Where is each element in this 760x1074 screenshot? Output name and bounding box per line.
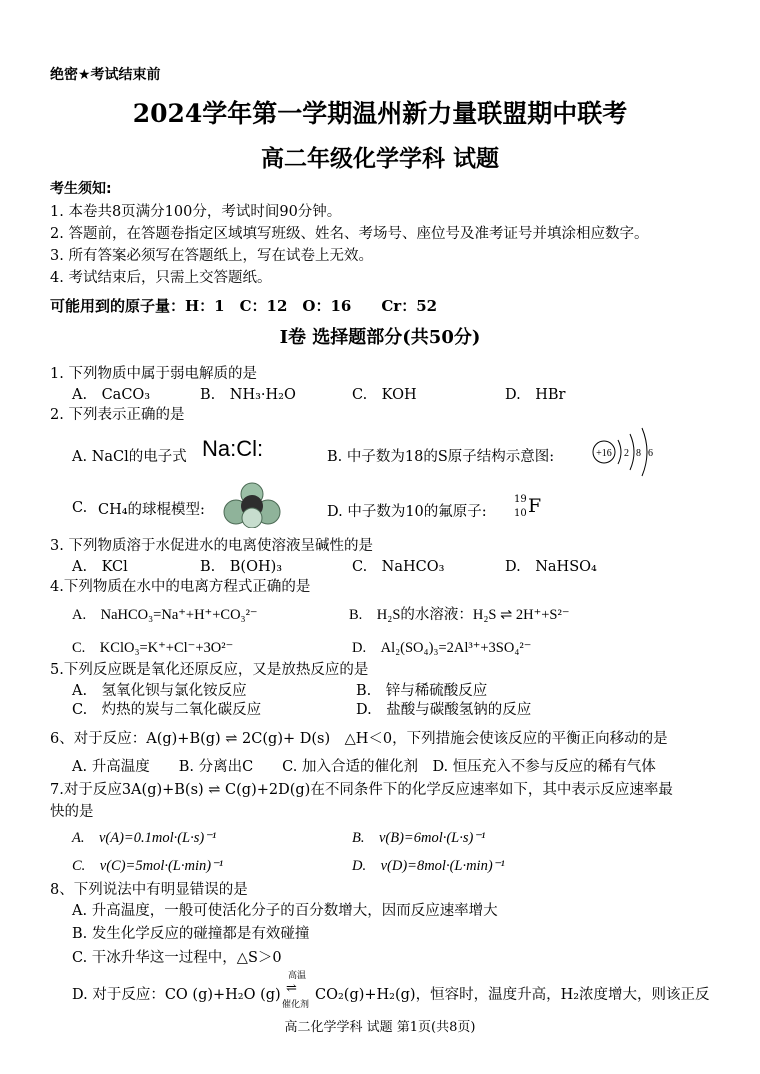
q2-option-a-label: A. NaCl的电子式 [72, 449, 187, 465]
q5-option-a: A. 氢氧化钡与氯化铵反应 [72, 683, 247, 699]
question-6-stem: 6、对于反应：A(g)+B(g) ⇌ 2C(g)+ D(s) △H＜0，下列措施会使该反应的平衡正向移动的是 [50, 731, 668, 747]
q7-option-a: A. v(A)=0.1mol·(L·s)⁻¹ [72, 830, 217, 846]
question-7-stem-line2: 快的是 [50, 804, 94, 820]
page-footer: 高二化学学科 试题 第1页(共8页) [284, 1020, 476, 1035]
q1-option-d: D. HBr [505, 387, 566, 403]
q5-option-c: C. 灼热的炭与二氧化碳反应 [72, 702, 262, 718]
notice-item: 3. 所有答案必须写在答题纸上，写在试卷上无效。 [50, 248, 373, 264]
question-4-stem: 4.下列物质在水中的电离方程式正确的是 [50, 579, 311, 595]
fluorine-atomic-number: 10 [514, 508, 527, 519]
notice-item: 1. 本卷共8页满分100分，考试时间90分钟。 [50, 204, 342, 220]
q4-option-c: C. KClO₃=K⁺+Cl⁻+3O²⁻ [72, 640, 234, 656]
q2-option-d-label: D. 中子数为10的氟原子: [327, 504, 487, 520]
methane-ball-stick-model [222, 482, 282, 532]
shell-1-count: 2 [624, 448, 629, 459]
q2-nacl-electron-formula: Na:Cl: [202, 436, 264, 461]
q4-option-b: B. H₂S的水溶液：H₂S ⇌ 2H⁺+S²⁻ [349, 607, 570, 623]
q6-options: A. 升高温度 B. 分离出C C. 加入合适的催化剂 D. 恒压充入不参与反应的稀有气体 [72, 759, 656, 775]
q7-option-d: D. v(D)=8mol·(L·min)⁻¹ [352, 858, 505, 874]
question-3-stem: 3. 下列物质溶于水促进水的电离使溶液呈碱性的是 [50, 538, 373, 554]
q8-option-d-part1: D. 对于反应：CO (g)+H₂O (g) [72, 987, 281, 1003]
shell-2-count: 8 [636, 448, 641, 459]
question-5-stem: 5.下列反应既是氧化还原反应，又是放热反应的是 [50, 662, 369, 678]
question-8-stem: 8、下列说法中有明显错误的是 [50, 882, 248, 898]
equilibrium-arrow-icon: ⇌ [286, 981, 297, 996]
reaction-condition-top: 高温 [288, 971, 307, 981]
secret-label: 绝密★考试结束前 [50, 67, 161, 83]
atomic-masses: 可能用到的原子量：H：1 C：12 O：16 Cr：52 [50, 297, 438, 315]
notice-item: 4. 考试结束后，只需上交答题纸。 [50, 270, 272, 286]
q1-option-c: C. KOH [352, 387, 417, 403]
nucleus-charge: +16 [596, 448, 612, 459]
exam-subtitle: 高二年级化学学科 试题 [260, 145, 499, 172]
shell-3-count: 6 [648, 448, 653, 459]
q2-option-c-text: CH₄的球棍模型: [98, 502, 205, 518]
q3-option-b: B. B(OH)₃ [200, 559, 283, 575]
fluorine-symbol: F [528, 495, 542, 517]
q7-option-b: B. v(B)=6mol·(L·s)⁻¹ [352, 830, 486, 846]
q3-option-d: D. NaHSO₄ [505, 559, 597, 575]
q1-option-b: B. NH₃·H₂O [200, 387, 296, 403]
q7-option-c: C. v(C)=5mol·(L·min)⁻¹ [72, 858, 224, 874]
q8-option-d-part2: CO₂(g)+H₂(g)，恒容时，温度升高，H₂浓度增大，则该正反 [315, 987, 710, 1003]
q3-option-c: C. NaHCO₃ [352, 559, 445, 575]
q5-option-b: B. 锌与稀硫酸反应 [356, 683, 488, 699]
q8-option-c: C. 干冰升华这一过程中，△S＞0 [72, 950, 282, 966]
reaction-condition-bottom: 催化剂 [282, 1000, 310, 1010]
section-title: Ⅰ卷 选择题部分(共50分) [279, 327, 481, 348]
sulfur-atom-structure-diagram [586, 422, 666, 482]
question-1-stem: 1. 下列物质中属于弱电解质的是 [50, 366, 257, 382]
exam-title: 2024学年第一学期温州新力量联盟期中联考 [132, 99, 628, 128]
q2-option-b-label: B. 中子数为18的S原子结构示意图: [327, 449, 555, 465]
question-2-stem: 2. 下列表示正确的是 [50, 407, 185, 423]
q3-option-a: A. KCl [72, 559, 128, 575]
fluorine-mass-number: 19 [514, 494, 527, 505]
q2-option-c-label: C. [72, 500, 88, 516]
notice-heading: 考生须知: [50, 181, 112, 197]
q4-option-d: D. Al₂(SO₄)₃=2Al³⁺+3SO₄²⁻ [352, 640, 532, 656]
q5-option-d: D. 盐酸与碳酸氢钠的反应 [356, 702, 532, 718]
notice-item: 2. 答题前，在答题卷指定区域填写班级、姓名、考场号、座位号及准考证号并填涂相应数字。 [50, 226, 649, 242]
q8-option-a: A. 升高温度，一般可使活化分子的百分数增大，因而反应速率增大 [72, 903, 498, 919]
q1-option-a: A. CaCO₃ [72, 387, 151, 403]
q4-option-a: A. NaHCO₃=Na⁺+H⁺+CO₃²⁻ [72, 607, 258, 623]
q8-option-b: B. 发生化学反应的碰撞都是有效碰撞 [72, 926, 310, 942]
question-7-stem-line1: 7.对于反应3A(g)+B(s) ⇌ C(g)+2D(g)在不同条件下的化学反应速率如下，其中表示反应速率最 [50, 782, 673, 798]
